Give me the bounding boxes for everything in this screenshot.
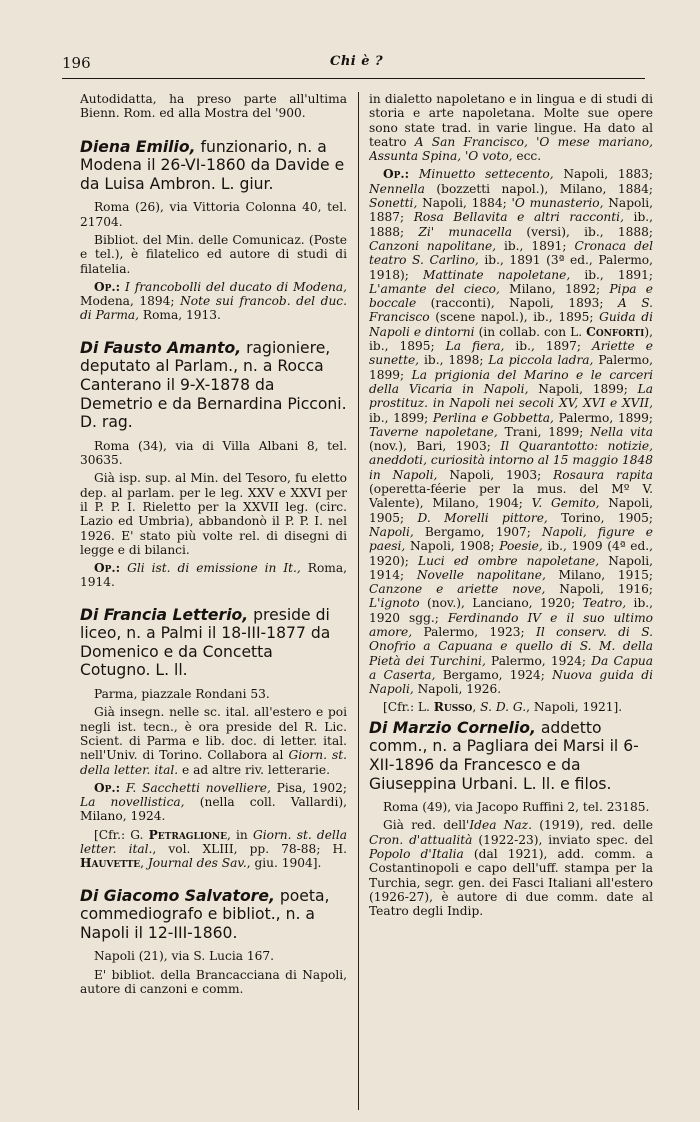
ref-journal: Giorn. st. della letter. ital. [80, 827, 347, 857]
entry-headline [80, 606, 347, 680]
bio-text: (dal 1921), add. comm. a Costantinopoli e capo dell'uff. stampa per la Turchia, segr. gen. dei Fasci Italiani all'estero (1926-27), è autore di due comm. date al Teatro degli Indip. [369, 847, 653, 919]
works-label: Op.: [94, 780, 121, 795]
work-info: (racconti), Napoli, 1893; [416, 296, 618, 311]
work-title: Perlina e Gobbetta, [432, 410, 554, 425]
work-title: Nuova guida di Napoli, [369, 667, 653, 697]
work-info: ib., 1891 (3ª ed., Palermo, 1918); [369, 253, 653, 282]
work-title: D. Morelli pittore, [417, 510, 548, 525]
work-info: (bozzetti napol.), Milano, 1884; [424, 181, 653, 196]
bio-text: Già red. dell' [383, 818, 470, 833]
work-title: La prigionia del Marino e le carceri della Vicaria in Napoli, [369, 367, 653, 396]
work-info: Napoli, 1903; [437, 467, 554, 482]
entry-headline [369, 719, 653, 793]
work-info: Napoli, 1908; [405, 539, 500, 554]
works-label: Op.: [94, 279, 121, 294]
work-info: ib., 1920 sgg.; [369, 596, 653, 625]
bio-text: Già insegn. nelle sc. ital. all'estero e poi negli ist. tecn., è ora preside del R. Lic. Scient. di Parma e lib. doc. di letter. ital. nell'Univ. di Torino. Collabora al [80, 705, 347, 763]
work-title: Teatro, [582, 596, 627, 611]
work-info: (nov.), Lanciano, 1920; [419, 596, 583, 611]
entry-name: Di Giacomo Salvatore, [80, 886, 275, 905]
work-title: Il Quarantotto: notizie, aneddoti, curiosità intorno al 15 maggio 1848 in Napoli, [369, 439, 653, 482]
entry-name: Di Marzio Cornelio, [369, 718, 536, 737]
entry-continuation [369, 92, 653, 163]
work-info: ib., 1909 (4ª ed., 1920); [369, 539, 653, 568]
bio-text: (1919), red. delle [531, 818, 653, 833]
entry-di-giacomo-salvatore [80, 887, 347, 997]
ref-journal: Journal des Sav. [147, 856, 247, 871]
work-info: Milano, 1892; [499, 281, 610, 296]
entry-works [80, 561, 347, 590]
work-title: Mattinate napoletane, [422, 267, 571, 282]
entry-headline [80, 138, 347, 194]
page-header [62, 52, 645, 74]
work-info: Pisa, 1902; [270, 780, 347, 795]
work-info: Napoli, 1914; [369, 553, 653, 582]
work-info: Napoli, 1926. [413, 682, 502, 697]
ref-text: [Cfr.: L. [383, 700, 434, 715]
periodical-title: Cron. d'attualità [369, 832, 473, 847]
work-info: Palermo, 1899; [553, 410, 653, 425]
column-divider [358, 92, 359, 1110]
ref-text: , giu. 1904]. [246, 856, 322, 871]
work-info: Bergamo, 1924; [435, 667, 553, 682]
entry-references [369, 700, 653, 714]
bio-text: e ad altre riv. letterarie. [178, 762, 330, 777]
periodical-title: Idea Naz. [469, 818, 532, 833]
work-info: Napoli, 1916; [545, 582, 653, 597]
entry-references [80, 828, 347, 871]
work-info: Trani, 1899; [497, 424, 591, 439]
work-title: Napoli, [369, 524, 414, 539]
work-info: (scene napol.), ib., 1895; [429, 310, 600, 325]
work-title: La novellistica, [80, 795, 185, 810]
play-titles: A San Francisco, 'O mese mariano, Assunta Spina, 'O voto, [369, 134, 653, 164]
entry-description: addetto comm., n. a Pagliara dei Marsi il 6-XII-1896 da Francesco e da Giuseppina Urbani. L. ll. e filos. [369, 718, 639, 793]
entry-diena-emilio [80, 138, 347, 323]
entry-biography: E' bibliot. della Brancacciana di Napoli, autore di canzoni e comm. [80, 967, 347, 996]
work-title: Note sui francob. del duc. di Parma, [80, 294, 347, 323]
work-title: La prostituz. in Napoli nei secoli XV, XVI e XVII, [369, 381, 653, 411]
entry-biography: Già isp. sup. al Min. del Tesoro, fu eletto dep. al parlam. per le leg. XXV e XXVI per il P. P. I. Rieletto per la XXVII leg. (circ. Lazio ed Umbria), abbandonò il P. P. I. nel 1926. E' stato più volte rel. di disegni di legge e di bilanci. [80, 471, 347, 557]
entry-biography [369, 818, 653, 918]
work-info: Palermo, 1924; [485, 653, 592, 668]
work-info: Modena, 1894; [80, 294, 181, 309]
work-info: Roma, 1914. [80, 561, 347, 590]
work-title: Minuetto settecento, [418, 167, 554, 182]
bio-text: ecc. [512, 149, 542, 164]
entry-di-fausto-amanto [80, 339, 347, 590]
journal-title: Giorn. st. della letter. ital. [80, 748, 347, 777]
work-title: Nella vita [590, 424, 653, 439]
page-number: 196 [62, 54, 91, 72]
entry-description: ragioniere, deputato al Parlam., n. a Rocca Canterano il 9-X-1878 da Demetrio e da Bernardina Picconi. D. rag. [80, 338, 347, 432]
running-title: Chi è ? [330, 54, 384, 69]
work-info: (operetta-féerie per la mus. del Mº V. Valente), Milano, 1904; [369, 482, 653, 511]
work-title: Taverne napoletane, [369, 424, 498, 439]
work-info: ib., 1897; [504, 339, 592, 354]
work-info: Napoli, 1905; [369, 496, 653, 525]
work-title: Rosa Bellavita e altri racconti, [413, 210, 624, 225]
entry-description: funzionario, n. a Modena il 26-VI-1860 da Davide e da Luisa Ambron. L. giur. [80, 137, 345, 193]
right-column [369, 92, 653, 1112]
works-label: Op.: [383, 167, 410, 182]
work-info: Torino, 1905; [547, 510, 653, 525]
header-rule [62, 78, 645, 79]
work-title: Luci ed ombre napoletane, [417, 553, 600, 568]
entry-biography [80, 705, 347, 776]
work-info: ib., 1891; [496, 238, 575, 253]
work-title: La piccola ladra, [488, 353, 594, 368]
entry-name: Di Fausto Amanto, [80, 338, 242, 357]
work-title: Nennella [369, 181, 425, 196]
work-info: ib., 1899; [369, 410, 433, 425]
work-info: Roma, 1913. [139, 308, 221, 323]
work-title: Zi' munacella [418, 224, 513, 239]
ref-text: [Cfr.: G. [94, 827, 149, 842]
work-title: L'amante del cieco, [369, 281, 500, 296]
work-info: Bergamo, 1907; [413, 524, 543, 539]
work-title: L'ignoto [369, 596, 420, 611]
work-title: Novelle napolitane, [416, 567, 546, 582]
work-info: ib., 1891; [570, 267, 653, 282]
entry-address: Roma (26), via Vittoria Colonna 40, tel. 21704. [80, 200, 347, 229]
collaborator-name: Conforti [586, 324, 645, 339]
work-info: (versi), ib., 1888; [512, 224, 653, 239]
work-title: Da Capua a Caserta, [369, 653, 653, 682]
work-title: Canzone e ariette nove, [369, 582, 546, 597]
entry-di-francia-letterio [80, 606, 347, 871]
work-title: Cronaca del teatro S. Carlino, [369, 238, 653, 268]
entry-works [80, 781, 347, 824]
work-info: ib., 1888; [369, 210, 653, 239]
entry-continuation: Autodidatta, ha preso parte all'ultima Bienn. Rom. ed alla Mostra del '900. [80, 92, 347, 121]
work-info: Palermo, 1899; [369, 353, 653, 382]
work-info: Palermo, 1923; [412, 624, 536, 639]
work-info: Napoli, 1887; [369, 196, 653, 225]
work-title: Napoli, figure e paesi, [369, 524, 653, 554]
work-info: Napoli, 1899; [528, 381, 638, 396]
entry-biography: Bibliot. del Min. delle Comunicaz. (Poste e tel.), è filatelico ed autore di studi di filatelia. [80, 232, 347, 276]
work-info: Napoli, 1883; [553, 167, 653, 182]
work-title: Canzoni napolitane, [369, 238, 497, 253]
ref-text: , [140, 856, 148, 871]
work-info: ), ib., 1895; [369, 324, 653, 354]
entry-address: Napoli (21), via S. Lucia 167. [94, 949, 275, 964]
work-info: Napoli, 1884; [417, 196, 512, 211]
work-title: V. Gemito, [531, 496, 600, 511]
work-title: Poesie, [499, 539, 543, 554]
bio-text: in dialetto napoletano e in lingua e di studi di storia e arte napoletana. Molte sue opere sono state trad. in varie lingue. Ha dato al teatro [369, 92, 653, 149]
ref-text: , [472, 700, 481, 715]
entry-address: Roma (49), via Jacopo Ruffini 2, tel. 23185. [383, 800, 650, 815]
entry-di-marzio-cornelio [369, 719, 653, 919]
work-info: ib., 1898; [419, 353, 489, 368]
work-title: Rosaura rapita [553, 467, 653, 482]
entry-description: preside di liceo, n. a Palmi il 18-III-1877 da Domenico e da Concetta Cotugno. L. ll. [80, 605, 331, 680]
works-label: Op.: [94, 561, 121, 576]
work-title: Guida di Napoli e dintorni [369, 310, 653, 339]
work-title: F. Sacchetti novelliere, [125, 780, 271, 795]
ref-text: , in [226, 827, 253, 842]
entry-works [80, 280, 347, 323]
ref-author: Hauvette [80, 856, 141, 871]
ref-text: , Napoli, 1921]. [526, 700, 623, 715]
work-title: La fiera, [445, 339, 505, 354]
work-title: Il conserv. di S. Onofrio a Capuana e quello di S. M. della Pietà dei Turchini, [369, 624, 653, 668]
work-title: A S. Francisco [369, 296, 653, 325]
entry-name: Diena Emilio, [80, 137, 196, 156]
work-info: (nella coll. Vallardi), Milano, 1924. [80, 795, 347, 824]
periodical-title: Popolo d'Italia [369, 847, 464, 862]
work-title: Ferdinando IV e il suo ultimo amore, [369, 610, 653, 639]
work-title: 'O munasterio, [511, 196, 604, 211]
ref-text: , vol. XLIII, pp. 78-88; H. [152, 842, 347, 857]
entry-name: Di Francia Letterio, [80, 605, 249, 624]
ref-author: Petraglione [148, 827, 227, 842]
entry-headline [80, 339, 347, 432]
work-info: (in collab. con L. [474, 324, 587, 339]
entry-headline [80, 887, 347, 943]
work-title: Sonetti, [369, 196, 418, 211]
left-column [80, 92, 347, 1112]
work-title: Pipa e boccale [369, 281, 653, 311]
entry-address: Parma, piazzale Rondani 53. [94, 687, 270, 702]
work-title: I francobolli del ducato di Modena, [125, 279, 347, 294]
work-title: Gli ist. di emissione in It., [127, 561, 301, 576]
work-info: (nov.), Bari, 1903; [369, 439, 501, 454]
entry-description: poeta, commediografo e bibliot., n. a Napoli il 12-III-1860. [80, 886, 330, 942]
work-info: Milano, 1915; [545, 567, 653, 582]
work-title: Ariette e sunette, [369, 339, 653, 368]
ref-author: Russo [433, 700, 473, 715]
ref-title: S. D. G. [480, 700, 527, 715]
bio-text: (1922-23), inviato spec. del [472, 832, 653, 847]
entry-works [369, 167, 653, 696]
entry-address: Roma (34), via di Villa Albani 8, tel. 30635. [80, 438, 347, 468]
